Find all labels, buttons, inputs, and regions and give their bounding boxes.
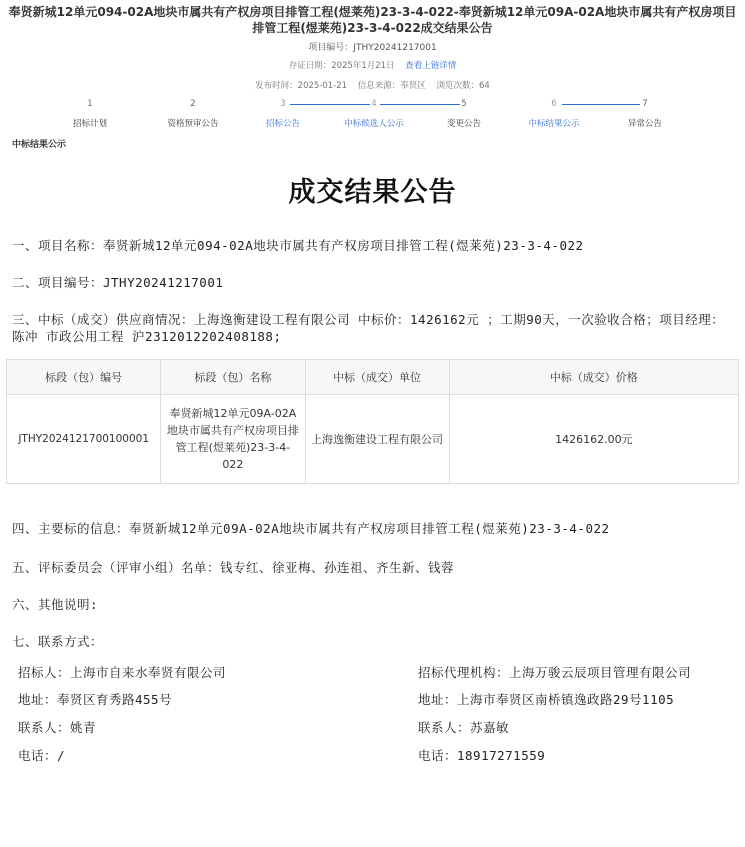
step-result-notice[interactable]: 6 中标结果公示 [528,99,580,129]
section-label: 中标结果公示 [12,140,67,150]
column-header: 标段（包）名称 [161,360,305,395]
project-name-paragraph: 一、项目名称：奉贤新城12单元094-02A地块市属共有产权房项目排管工程(煜莱苑)23-3-4-022 [12,238,584,253]
lot-code-cell: JTHY2024121700100001 [7,395,161,484]
process-steps [0,99,745,135]
notice-header [0,0,745,91]
column-header: 中标（成交）单位 [305,360,449,395]
step-bidding-plan[interactable]: 1 招标计划 [72,99,107,129]
tenderer-phone: 电话：/ [18,748,66,763]
agency-phone: 电话：18917271559 [418,748,546,763]
agency-name: 招标代理机构：上海万骏云辰项目管理有限公司 [418,665,692,680]
publish-time: 发布时间：2025-01-21 [255,81,348,91]
tenderer-contact-person: 联系人：姚青 [18,720,97,735]
project-number: 项目编号：JTHY20241217001 [308,43,437,53]
result-table [6,359,739,484]
tenderer-address: 地址：奉贤区育秀路455号 [18,692,173,707]
main-target-paragraph: 四、主要标的信息：奉贤新城12单元09A-02A地块市属共有产权房项目排管工程(煜莱苑)23-3-4-022 [12,521,610,536]
supplier-paragraph: 三、中标（成交）供应商情况：上海逸衡建设工程有限公司 中标价：1426162元 ；工期90天，一次验收合格；项目经理：陈冲 市政公用工程 沪2312012202408188; [12,312,725,344]
project-number-paragraph: 二、项目编号：JTHY20241217001 [12,275,224,290]
deposit-info [0,59,745,71]
committee-paragraph: 五、评标委员会（评审小组）名单：钱专红、徐亚梅、孙连祖、齐生新、钱蓉 [12,560,455,575]
notice-title: 奉贤新城12单元094-02A地块市属共有产权房项目排管工程(煜莱苑)23-3-4-022-奉贤新城12单元09A-02A地块市属共有产权房项目排管工程(煜莱苑)23-3-4-022成交结果公告 [8,5,737,35]
step-tender-notice[interactable]: 3 招标公告 [265,99,300,129]
price-cell: 1426162.00元 [449,395,738,484]
column-header: 中标（成交）价格 [449,360,738,395]
lot-name-cell: 奉贤新城12单元09A-02A地块市属共有产权房项目排管工程(煜莱苑)23-3-4-022 [161,395,305,484]
agency-contact [418,664,738,764]
step-change-notice[interactable]: 5 变更公告 [446,99,481,129]
chain-details-link[interactable]: 查看上链详情 [405,61,457,71]
view-count: 浏览次数：64 [436,81,490,91]
agency-contact-person: 联系人：苏嘉敏 [418,720,510,735]
table-header-row [7,360,739,395]
column-header: 标段（包）编号 [7,360,161,395]
other-notes-paragraph: 六、其他说明: [12,597,99,612]
step-candidate-notice[interactable]: 4 中标候选人公示 [344,99,404,129]
publish-meta [0,79,745,91]
winning-unit-cell: 上海逸衡建设工程有限公司 [305,395,449,484]
info-source: 信息来源：奉贤区 [357,81,426,91]
contact-heading: 七、联系方式： [12,634,104,649]
tenderer-name: 招标人：上海市自来水奉贤有限公司 [18,665,227,680]
agency-address: 地址：上海市奉贤区南桥镇逸政路29号1105 [418,692,675,707]
table-row [7,395,739,484]
step-exception-notice[interactable]: 7 异常公告 [627,99,662,129]
document-title: 成交结果公告 [288,177,457,208]
tenderer-contact [18,664,398,764]
step-prequalification[interactable]: 2 资格预审公告 [167,99,219,129]
deposit-date: 存证日期：2025年1月21日 [288,61,395,71]
